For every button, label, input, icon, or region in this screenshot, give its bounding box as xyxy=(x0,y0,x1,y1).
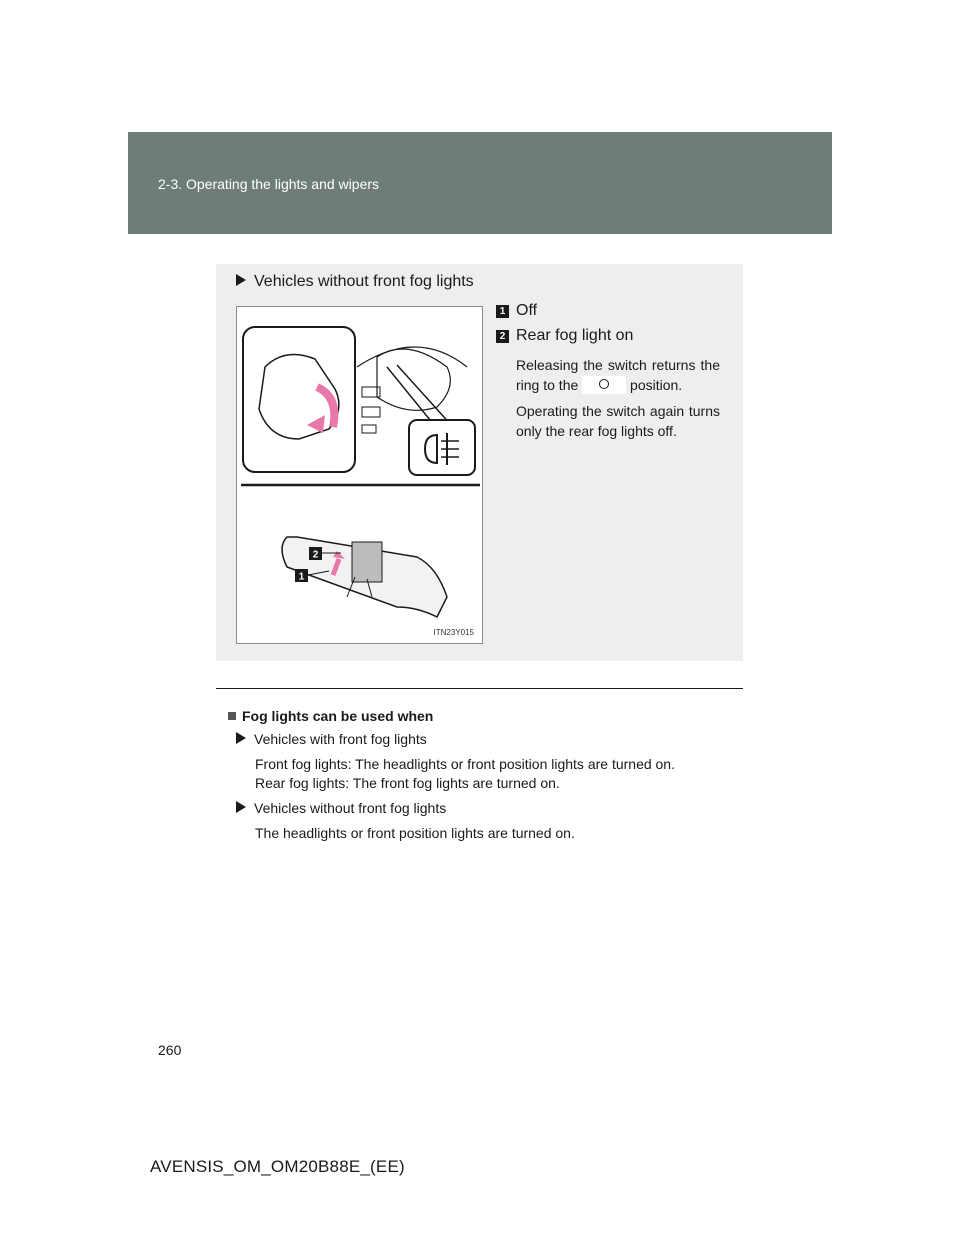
note-sub-without-fog xyxy=(236,800,446,816)
section-divider xyxy=(216,688,743,689)
description-release-text: Releasing the switch returns the ring to the xyxy=(516,357,720,393)
item-label-rear-fog: Rear fog light on xyxy=(516,327,634,344)
box-heading-text: Vehicles without front fog lights xyxy=(254,273,474,290)
description-release-suffix: position. xyxy=(630,377,683,393)
description-operate-again: Operating the switch again turns only the rear fog lights off. xyxy=(516,403,720,439)
off-position-symbol-icon xyxy=(582,376,626,394)
note-heading-text: Fog lights can be used when xyxy=(242,708,434,724)
item-label-off: Off xyxy=(516,302,538,319)
triangle-bullet-icon xyxy=(236,274,246,286)
page-number: 260 xyxy=(158,1042,182,1058)
note-rear-fog-condition: Rear fog lights: The front fog lights are turned on. xyxy=(255,775,560,791)
note-sub-with-fog-text: Vehicles with front fog lights xyxy=(254,731,427,747)
note-heading xyxy=(228,708,433,724)
fog-light-switch-illustration xyxy=(236,306,483,644)
fog-ring xyxy=(352,542,382,582)
figure-code: ITN23Y015 xyxy=(433,628,474,637)
description-release xyxy=(516,355,720,395)
figure-callout-2-text: 2 xyxy=(312,549,319,561)
note-sub-with-fog xyxy=(236,731,427,747)
note-sub-without-fog-text: Vehicles without front fog lights xyxy=(254,800,447,816)
document-code-footer: AVENSIS_OM_OM20B88E_(EE) xyxy=(150,1157,405,1176)
triangle-bullet-icon xyxy=(236,801,246,813)
switch-drawing xyxy=(237,307,483,644)
section-title: 2-3. Operating the lights and wipers xyxy=(158,176,380,192)
figure-callout-1-text: 1 xyxy=(298,571,305,583)
box-heading xyxy=(236,273,474,291)
note-headlights-condition: The headlights or front position lights are turned on. xyxy=(255,825,575,841)
item-badge-2: 2 xyxy=(496,330,509,343)
rear-fog-symbol-inset xyxy=(409,420,475,475)
item-badge-1: 1 xyxy=(496,305,509,318)
triangle-bullet-icon xyxy=(236,732,246,744)
square-bullet-icon xyxy=(228,712,236,720)
note-front-fog-condition: Front fog lights: The headlights or front position lights are turned on. xyxy=(255,756,675,772)
